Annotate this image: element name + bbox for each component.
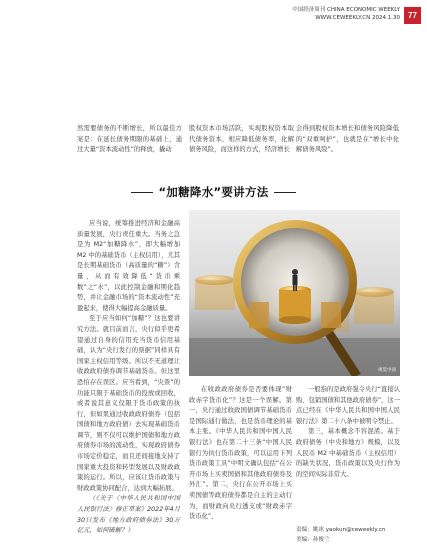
photo-credit: 视觉中国 — [378, 368, 396, 373]
top-column-2: 股权资本市场活跃，实现股权资本取代债务资本，相应降低债务率，化解债务风险，而这样的方式，经济增长 — [189, 125, 294, 154]
right-paragraph-1: 一般指的是政府强令央行“直接认购、包销国债和其他政府债券”，这一点已经在《中华人民共和国中国人民银行法》第二十八条中被明令禁止。 — [296, 386, 401, 425]
article-credits — [296, 525, 406, 545]
left-column — [77, 219, 180, 537]
top-column-3: 会得到股权资本增长和债务风险降低的“双重呵护”，也就是在“增长中化解债务风险”。 — [296, 125, 399, 154]
middle-paragraph-1: 在收政政府债券是否要体现“财政赤字货币化”？这是一个误解。第一，央行通过收政国债调节基础货币是国际通行做法，也是货币理论的基本主张。《中华人民共和国中国人民银行法》也在第二十三条“中国人民银行为执行货币政策，可以运用下列货币政策工具”中明文确认包括“在公开市场上买卖国债和其他政府债券及外汇”。第二，央行在公开市场上买卖国债等政府债券都是自主的主动行为，而财政向央行透支或“财政赤字货币化”， — [189, 386, 292, 521]
left-paragraph-note: （《关于〈中华人民共和国中国人民银行法〉修正草案》2022年4月30日发布《地方政府债券法》30万亿元，如何破解？） — [77, 495, 180, 535]
middle-column — [189, 385, 292, 523]
top-column-1: 然需要债务的不断增长，所以最佳方案是：在延长债务期限的基础上，通过大量“资本流动性”的释放，撬动 — [77, 125, 182, 154]
left-paragraph-2: 至于应当如何“加糖”？这也要讲究方法。就目前而言，央行似乎更希望通过自身的信用充当货币信用基础，认为“央行发行的票据”同样具有国家主权信用等级。所以不无道理让收政政府债券调节基础货币。但这里恐怕存在误区。应当看到，“央票”的功能只限于基础货币的投放或回收，或者说其意义仅限于货币政策的执行，但如果通过收政政府债券（包括国债和地方政府债）去实现基础货币调节，则不仅可以维护国债和地方政府债券市场的流动性，实现政府债券市场定价稳定，而且还间接地支持了国家重大投资和转型发展以及财政政策的运行。所以，应该让货币政策与财政政策协同配合，达到大幅拓展。 — [77, 315, 180, 492]
masthead-date: WWW.CEWEEKLY.CN 2024.1.30 — [315, 15, 400, 21]
right-paragraph-2: 第三，基本概念不容混淆。基于政府债务（中央和地方）规模，以及人民币 M2 中基础货币（主权信用）的缺失状况，货币政策以及央行作为的空间实际非常大。 — [296, 428, 400, 478]
masthead — [292, 6, 400, 22]
magnifier-illustration — [189, 210, 400, 376]
masthead-title: 中国经济周刊 CHINA ECONOMIC WEEKLY — [292, 7, 400, 13]
headline-rule-right — [274, 192, 296, 193]
magnifier-photo — [189, 210, 400, 376]
editor-credit: 责编：姚冰 yaokun@ceweekly.cn — [296, 527, 386, 533]
section-headline — [0, 184, 427, 200]
headline-rule-left — [131, 192, 153, 193]
designer-credit: 美编：孙俊兰 — [296, 537, 330, 543]
left-paragraph-1: 应当说，统筹推进经济和金融高质量发展，央行责任重大。当务之急是为 M2“加糖降水”，即大幅增加 M2 中的基础货币（主权信用），尤其是长期基础货币（高质量的“糖”）含量，从而有效降低“货币乘数”之“水”，以此控制金融和期化趋势，并让金融市场的“资本流动性”充盈起来，使得大幅提高金融质量。 — [77, 220, 180, 312]
headline-text: “加糖降水”要讲方法 — [158, 185, 269, 199]
right-column — [296, 385, 400, 480]
page-number: 77 — [404, 7, 421, 24]
